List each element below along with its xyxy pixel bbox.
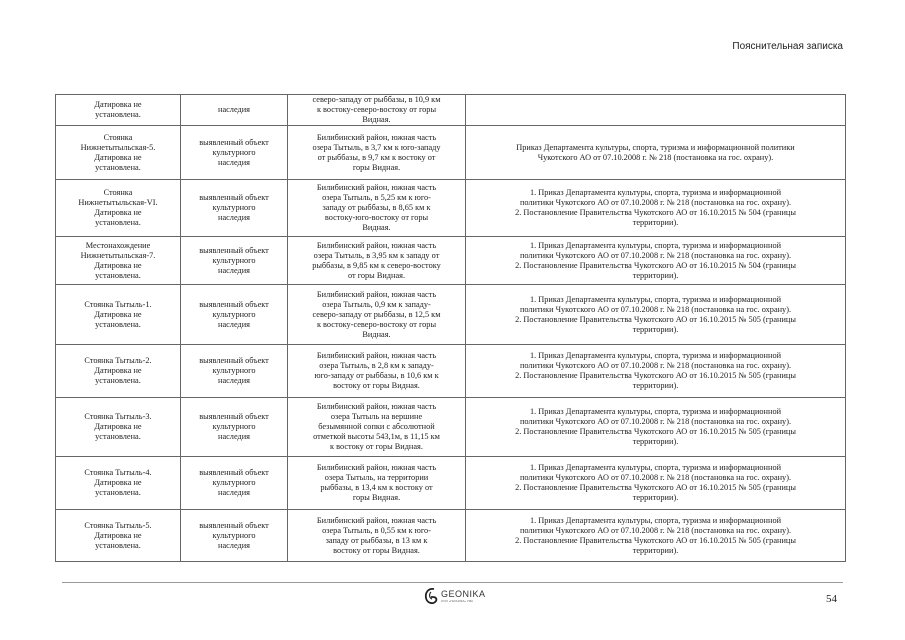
page-header-title: Пояснительная записка — [732, 41, 843, 52]
legal-document-cell — [466, 95, 846, 126]
legal-document-cell — [466, 180, 846, 237]
object-type-cell-text: выявленный объект культурного наследия — [199, 245, 269, 275]
object-name-cell — [56, 285, 181, 345]
object-name-cell — [56, 95, 181, 126]
legal-document-cell — [466, 510, 846, 562]
legal-document-cell-text: 1. Приказ Департамента культуры, спорта, туризма и информационной политики Чукотского АО от 07.10.2008 г. № 218 (постановка на гос. охрану). 2. Постановление Правительства Чукотского АО от 16.10.2015 № 505 (границы территории). — [515, 351, 796, 390]
object-name-cell-text: Стоянка Тытыль-2. Датировка не установлена. — [84, 356, 152, 385]
location-cell — [288, 237, 466, 285]
object-name-cell-text: Стоянка Тытыль-1. Датировка не установлена. — [84, 299, 152, 329]
object-type-cell-text: выявленный объект культурного наследия — [199, 356, 269, 385]
location-cell-text: Билибинский район, южная часть озера Тытыль, 0,9 км к западу- северо-западу от рыббазы, в 12,5 км к востоку-северо-востоку от горы Видная. — [312, 289, 441, 339]
object-name-cell — [56, 457, 181, 510]
object-name-cell-text: Стоянка Нижнетытыльская-5. Датировка не установлена. — [80, 132, 156, 172]
object-type-cell-text: выявленный объект культурного наследия — [199, 193, 269, 222]
object-name-cell — [56, 126, 181, 180]
table-row — [56, 345, 846, 398]
location-cell-text: Билибинский район, южная часть озера Тытыль на вершине безымянной сопки с абсолютной отметкой высоты 543,1м, в 11,15 км к востоку от горы Видная. — [313, 402, 440, 451]
legal-document-cell-text: 1. Приказ Департамента культуры, спорта, туризма и информационной политики Чукотского АО от 07.10.2008 г. № 218 (постановка на гос. охрану). 2. Постановление Правительства Чукотского АО от 16.10.2015 № 505 (границы территории). — [515, 407, 796, 446]
object-type-cell — [181, 95, 288, 126]
object-type-cell — [181, 285, 288, 345]
object-type-cell — [181, 398, 288, 457]
legal-document-cell-text: 1. Приказ Департамента культуры, спорта, туризма и информационной политики Чукотского АО от 07.10.2008 г. № 218 (постановка на гос. охрану). 2. Постановление Правительства Чукотского АО от 16.10.2015 № 505 (границы территории). — [515, 294, 796, 334]
location-cell-text: северо-западу от рыббазы, в 10,9 км к востоку-северо-востоку от горы Видная. — [312, 95, 441, 124]
location-cell — [288, 398, 466, 457]
object-type-cell — [181, 237, 288, 285]
object-type-cell — [181, 345, 288, 398]
object-type-cell-text: выявленный объект культурного наследия — [199, 468, 269, 497]
object-name-cell — [56, 510, 181, 562]
location-cell — [288, 510, 466, 562]
object-type-cell — [181, 126, 288, 180]
object-type-cell-text: выявленный объект культурного наследия — [199, 412, 269, 441]
logo-wordmark: GEONIKA — [441, 588, 486, 599]
location-cell — [288, 95, 466, 126]
object-type-cell — [181, 457, 288, 510]
object-name-cell-text: Местонахождение Нижнетытыльская-7. Датировка не установлена. — [80, 240, 156, 280]
table-row — [56, 237, 846, 285]
logo-subtitle: ООО «ГЕОНИКА» УФА — [441, 598, 474, 603]
location-cell — [288, 180, 466, 237]
table-row — [56, 285, 846, 345]
table-body — [56, 95, 846, 562]
location-cell-text: Билибинский район, южная часть озера Тытыль, в 0,55 км к юго- западу от рыббазы, в 13 км к востоку от горы Видная. — [316, 515, 437, 555]
heritage-objects-table — [55, 94, 846, 562]
geonika-logo-icon — [424, 586, 438, 606]
location-cell — [288, 457, 466, 510]
legal-document-cell-text: 1. Приказ Департамента культуры, спорта, туризма и информационной политики Чукотского АО от 07.10.2008 г. № 218 (постановка на гос. охрану). 2. Постановление Правительства Чукотского АО от 16.10.2015 № 504 (границы территории). — [515, 188, 796, 227]
geonika-logo — [424, 586, 486, 606]
legal-document-cell — [466, 237, 846, 285]
object-type-cell-text: выявленный объект культурного наследия — [199, 299, 269, 329]
legal-document-cell-text: Приказ Департамента культуры, спорта, туризма и информационной политики Чукотского АО от 07.10.2008 г. № 218 (постановка на гос. охрану). — [516, 142, 795, 162]
table-row — [56, 510, 846, 562]
legal-document-cell-text: 1. Приказ Департамента культуры, спорта, туризма и информационной политики Чукотского АО от 07.10.2008 г. № 218 (постановка на гос. охрану). 2. Постановление Правительства Чукотского АО от 16.10.2015 № 505 (границы территории). — [515, 515, 796, 555]
object-type-cell — [181, 510, 288, 562]
location-cell — [288, 285, 466, 345]
object-name-cell — [56, 237, 181, 285]
table-row — [56, 398, 846, 457]
table-row — [56, 95, 846, 126]
legal-document-cell — [466, 285, 846, 345]
legal-document-cell — [466, 345, 846, 398]
legal-document-cell — [466, 457, 846, 510]
location-cell-text: Билибинский район, южная часть озера Тытыль, в 2,8 км к западу- юго-западу от рыббазы, в 10,6 км к востоку от горы Видная. — [314, 351, 439, 390]
table-row — [56, 126, 846, 180]
object-name-cell-text: Датировка не установлена. — [94, 100, 142, 119]
object-name-cell-text: Стоянка Тытыль-5. Датировка не установлена. — [84, 520, 152, 550]
location-cell-text: Билибинский район, южная часть озера Тытыль, в 3,95 км к западу от рыббазы, в 9,85 км к северо-востоку от горы Видная. — [312, 240, 441, 280]
location-cell — [288, 345, 466, 398]
object-type-cell-text: выявленный объект культурного наследия — [199, 137, 269, 167]
footer-divider — [62, 582, 843, 583]
page-number: 54 — [826, 593, 837, 605]
table-row — [56, 457, 846, 510]
legal-document-cell — [466, 398, 846, 457]
object-type-cell — [181, 180, 288, 237]
object-name-cell — [56, 180, 181, 237]
object-name-cell — [56, 398, 181, 457]
location-cell-text: Билибинский район, южная часть озера Тытыль, в 3,7 км к юго-западу от рыббазы, в 9,7 км к востоку от горы Видная. — [312, 132, 441, 172]
legal-document-cell-text: 1. Приказ Департамента культуры, спорта, туризма и информационной политики Чукотского АО от 07.10.2008 г. № 218 (постановка на гос. охрану). 2. Постановление Правительства Чукотского АО от 16.10.2015 № 505 (границы территории). — [515, 463, 796, 502]
legal-document-cell — [466, 126, 846, 180]
table-row — [56, 180, 846, 237]
object-name-cell-text: Стоянка Тытыль-4. Датировка не установлена. — [84, 468, 152, 497]
object-name-cell-text: Стоянка Тытыль-3. Датировка не установлена. — [84, 412, 152, 441]
object-name-cell — [56, 345, 181, 398]
object-name-cell-text: Стоянка Нижнетытыльская-VI. Датировка не установлена. — [78, 188, 158, 227]
legal-document-cell-text: 1. Приказ Департамента культуры, спорта, туризма и информационной политики Чукотского АО от 07.10.2008 г. № 218 (постановка на гос. охрану). 2. Постановление Правительства Чукотского АО от 16.10.2015 № 504 (границы территории). — [515, 240, 796, 280]
object-type-cell-text: выявленный объект культурного наследия — [199, 520, 269, 550]
object-type-cell-text: наследия — [218, 105, 250, 114]
location-cell-text: Билибинский район, южная часть озера Тытыль, в 5,25 км к юго- западу от рыббазы, в 8,65 км к востоку-юго-востоку от горы Видная. — [316, 183, 437, 232]
location-cell-text: Билибинский район, южная часть озера Тытыль, на территории рыббазы, в 13,4 км к востоку от горы Видная. — [316, 463, 437, 502]
location-cell — [288, 126, 466, 180]
